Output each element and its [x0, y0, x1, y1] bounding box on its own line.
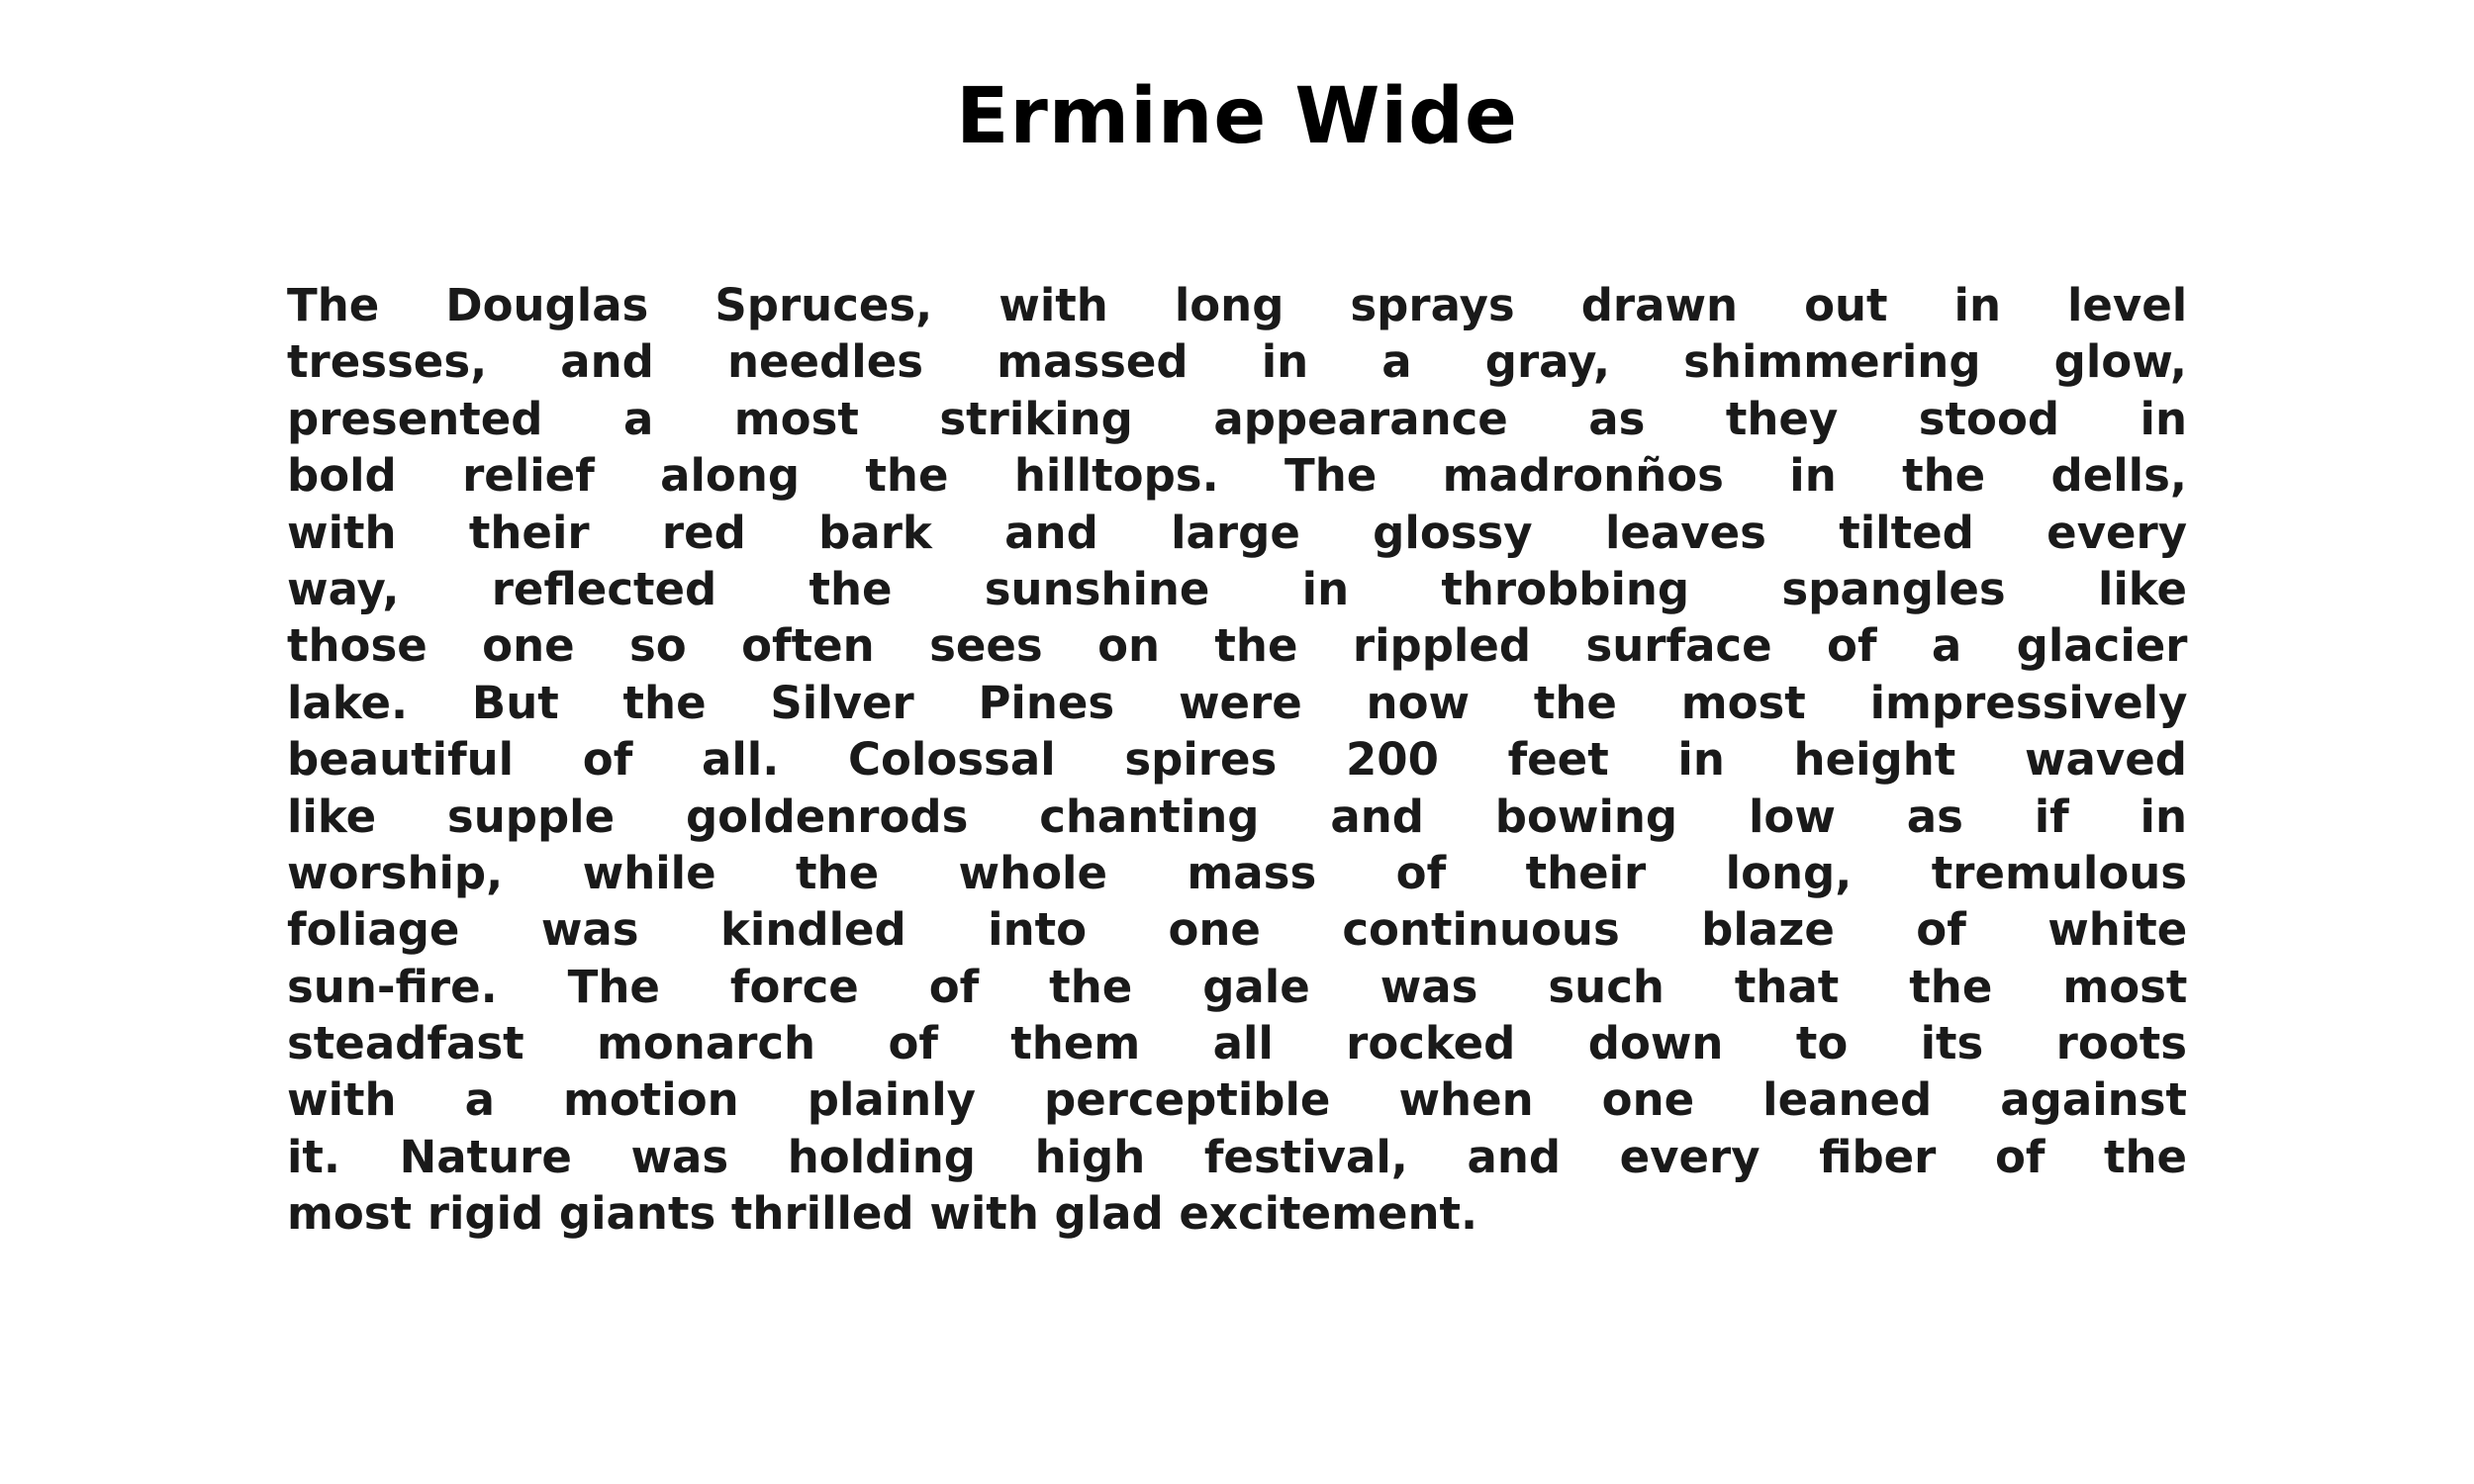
paragraph-line: like supple goldenrods chanting and bowing low as if in — [287, 789, 2187, 843]
paragraph-line: steadfast monarch of them all rocked down to its roots — [287, 1017, 2187, 1070]
paragraph-line: presented a most striking appearance as they stood in — [287, 392, 2187, 445]
paragraph-line: with a motion plainly perceptible when one leaned against — [287, 1073, 2187, 1127]
paragraph-line: those one so often sees on the rippled surface of a glacier — [287, 619, 2188, 673]
paragraph-line: beautiful of all. Colossal spires 200 feet in height waved — [287, 733, 2187, 787]
paragraph-line: The Douglas Spruces, with long sprays drawn out in level — [287, 279, 2188, 331]
specimen-paragraph — [287, 277, 2187, 1243]
paragraph-line: worship, while the whole mass of their long, tremulous — [287, 846, 2188, 899]
paragraph-line: tresses, and needles massed in a gray, shimmering glow, — [287, 335, 2187, 389]
paragraph-line: it. Nature was holding high festival, and every fiber of the — [287, 1130, 2188, 1183]
paragraph-line: most rigid giants thrilled with glad excitement. — [287, 1187, 1478, 1241]
paragraph-line: foliage was kindled into one continuous blaze of white — [287, 903, 2188, 957]
page-title: Ermine Wide — [956, 72, 1518, 161]
paragraph-line: lake. But the Silver Pines were now the most impressively — [287, 676, 2188, 729]
paragraph-line: way, reflected the sunshine in throbbing spangles like — [287, 562, 2188, 615]
paragraph-line: sun-fire. The force of the gale was such that the most — [287, 960, 2188, 1013]
paragraph-line: bold relief along the hilltops. The madronños in the dells, — [287, 449, 2187, 503]
paragraph-line: with their red bark and large glossy leaves tilted every — [287, 506, 2188, 559]
